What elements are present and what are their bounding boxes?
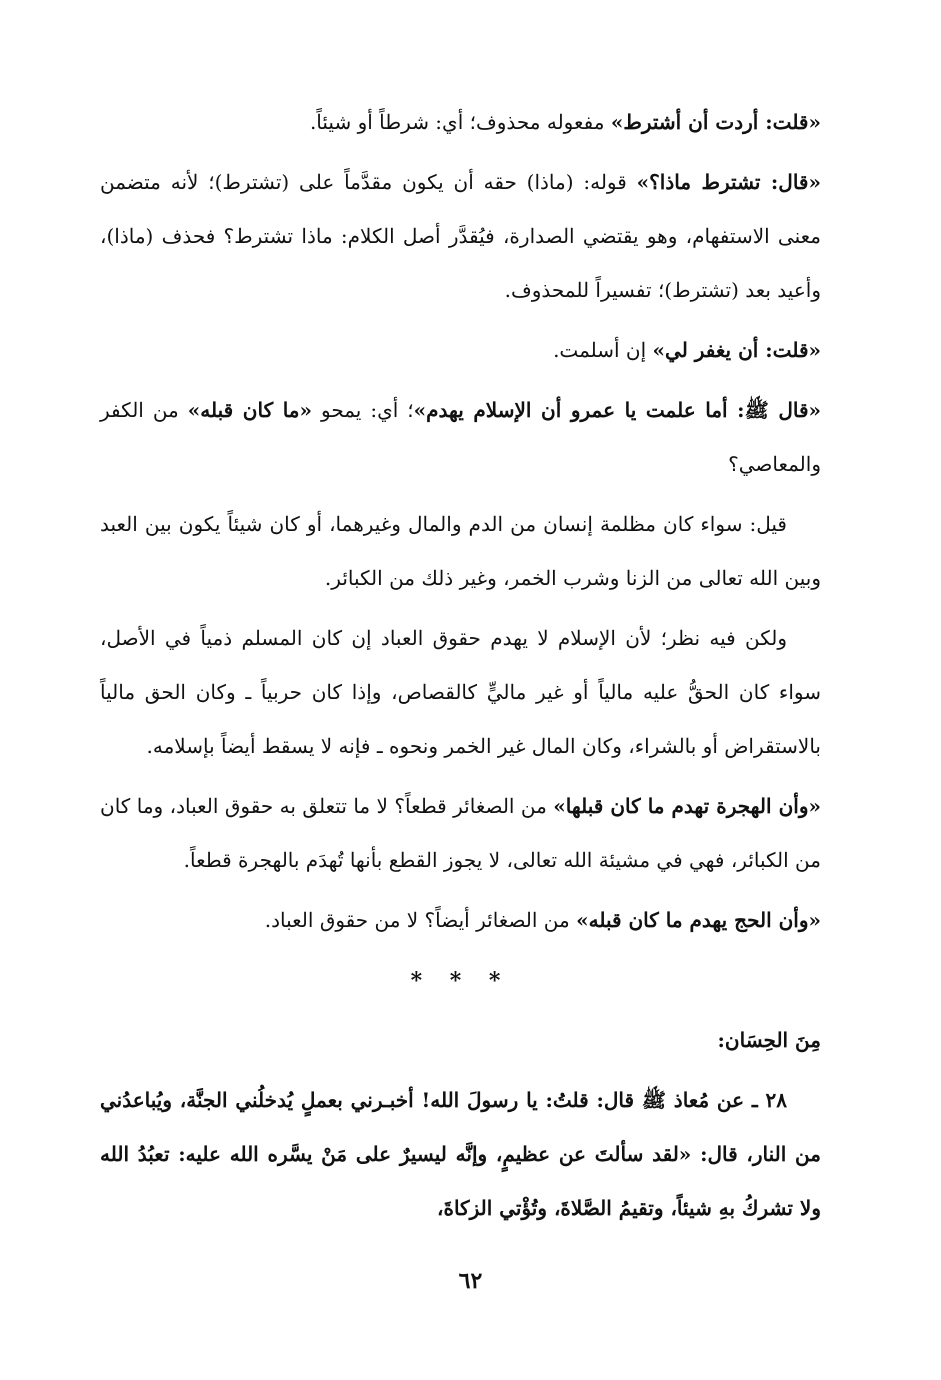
- body-text: [100, 95, 821, 1235]
- quote-bold: «وأن الهجرة تهدم ما كان قبلها»: [553, 794, 821, 818]
- section-heading: مِنَ الحِسَان:: [717, 1028, 821, 1052]
- commentary-text: من الصغائر قطعاً؟ لا ما تتعلق به حقوق العباد، وما كان من الكبائر، فهي في مشيئة الله تعالى، لا يجوز القطع بأنها تُهدَم بالهجرة قطعاً.: [100, 794, 821, 872]
- commentary-text: ؛ أي: يمحو: [312, 398, 414, 422]
- quote-bold: «قال: تشترط ماذا؟»: [636, 170, 821, 194]
- hadith-text: ٢٨ ـ عن مُعاذ ﷺ قال: قلتُ: يا رسولَ الله! أخبـرني بعملٍ يُدخلُني الجنَّة، ويُباعدُني من النار، قال: «لقد سألتَ عن عظيمٍ، وإنَّه ليسيرٌ على مَنْ يسَّره الله عليه: تعبُدُ الله ولا تشركُ بهِ شيئاً، وتقيمُ الصَّلاةَ، وتُؤْتي الزكاةَ،: [100, 1088, 821, 1220]
- paragraph-1: [100, 95, 821, 149]
- paragraph-4: [100, 383, 821, 491]
- quote-bold: «قلت: أردت أن أشترط»: [610, 110, 821, 134]
- commentary-text: قيل: سواء كان مظلمة إنسان من الدم والمال وغيرهما، أو كان شيئاً يكون بين العبد وبين الله تعالى من الزنا وشرب الخمر، وغير ذلك من الكبائر.: [100, 512, 821, 590]
- paragraph-6: [100, 611, 821, 773]
- commentary-text: قوله: (ماذا) حقه أن يكون مقدَّماً على (تشترط)؛ لأنه متضمن معنى الاستفهام، وهو يقتضي الصدارة، فيُقدَّر أصل الكلام: ماذا تشترط؟ فحذف (ماذا)، وأعيد بعد (تشترط)؛ تفسيراً للمحذوف.: [100, 170, 821, 302]
- commentary-text: إن أسلمت.: [553, 338, 653, 362]
- commentary-text: مفعوله محذوف؛ أي: شرطاً أو شيئاً.: [309, 110, 611, 134]
- section-separator: * * *: [410, 968, 511, 994]
- paragraph-5: [100, 497, 821, 605]
- commentary-text: من الصغائر أيضاً؟ لا من حقوق العباد.: [264, 908, 577, 932]
- commentary-text-2: من الكفر والمعاصي؟: [100, 398, 821, 476]
- quote-bold: «قال ﷺ: أما علمت يا عمرو أن الإسلام يهدم»: [413, 398, 822, 422]
- paragraph-7: [100, 779, 821, 887]
- paragraph-8: [100, 893, 821, 947]
- paragraph-2: [100, 155, 821, 317]
- paragraph-3: [100, 323, 821, 377]
- quote-bold: «قلت: أن يغفر لي»: [652, 338, 821, 362]
- quote-bold-2: «ما كان قبله»: [187, 398, 312, 422]
- quote-bold: «وأن الحج يهدم ما كان قبله»: [576, 908, 821, 932]
- commentary-text: ولكن فيه نظر؛ لأن الإسلام لا يهدم حقوق العباد إن كان المسلم ذمياً في الأصل، سواء كان الحقُّ عليه مالياً أو غير ماليٍّ كالقصاص، وإذا كان حربياً ـ وكان الحق مالياً بالاستقراض أو بالشراء، وكان المال غير الخمر ونحوه ـ فإنه لا يسقط أيضاً بإسلامه.: [100, 626, 821, 758]
- page-number: ٦٢: [458, 1268, 483, 1294]
